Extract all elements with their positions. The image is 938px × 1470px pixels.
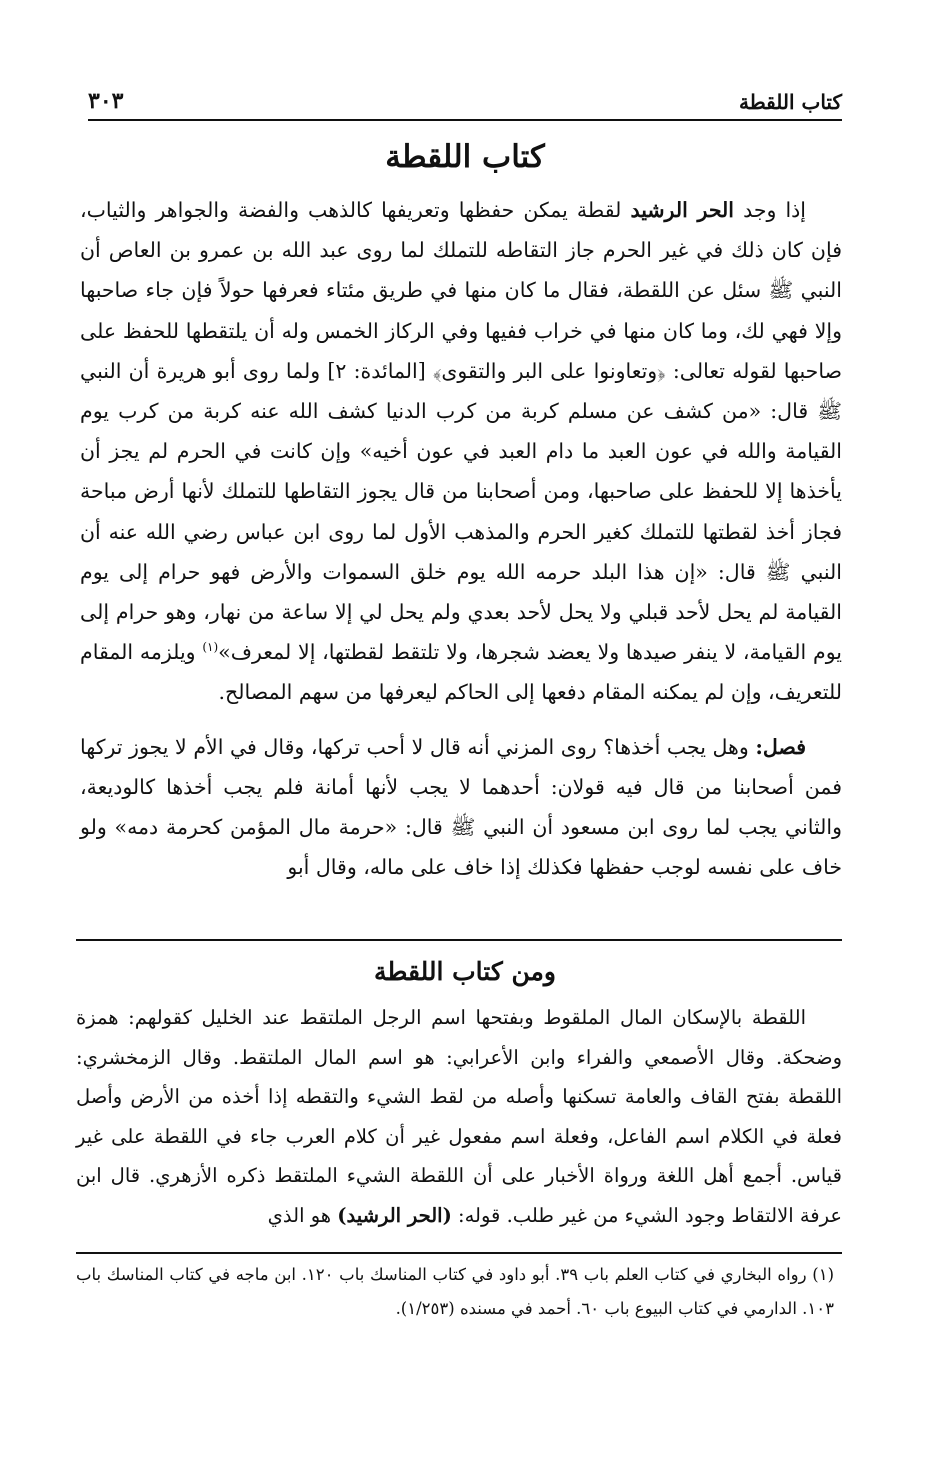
chapter-title: كتاب اللقطة — [385, 139, 545, 175]
commentary-title: ومن كتاب اللقطة — [374, 957, 556, 986]
main-text — [80, 190, 842, 887]
running-title: كتاب اللقطة — [739, 90, 842, 114]
footnote-1: (١) رواه البخاري في كتاب العلم باب ٣٩. أبو داود في كتاب المناسك باب ١٢٠. ابن ماجه في كتاب المناسك باب ١٠٣. الدارمي في كتاب البيوع باب ٦٠. أحمد في مسنده (١/٢٥٣). — [76, 1265, 834, 1318]
header-divider — [88, 119, 842, 121]
main-paragraph-1-bold: الحر الرشيد — [630, 198, 734, 222]
footnote-divider — [76, 1252, 842, 1254]
commentary-paragraph — [76, 998, 842, 1235]
fasl-label: فصل: — [755, 734, 806, 759]
main-paragraph-1-end: ويلزمه المقام للتعريف، وإن لم يمكنه المقام دفعها إلى الحاكم ليعرفها من سهم المصالح. — [80, 640, 842, 705]
commentary-text-bold: (الحر الرشيد) — [337, 1203, 452, 1227]
main-paragraph-2 — [80, 727, 842, 888]
main-paragraph-1-text: لقطة يمكن حفظها وتعريفها كالذهب والفضة والجواهر والثياب، فإن كان ذلك في غير الحرم جاز التقاطه للتملك لما روى عبد الله بن عمرو بن العاص أن النبي ﷺ سئل عن اللقطة، فقال ما كان منها في طريق مئتاء فعرفها حولاً فإن جاء صاحبها وإلا فهي لك، وما كان منها في خراب ففيها وفي الركاز الخمس وله أن يلتقطها للحفظ على صاحبها لقوله تعالى: ﴿وتعاونوا على البر والتقوى﴾ [المائدة: ٢] ولما روى أبو هريرة أن النبي ﷺ قال: «من كشف عن مسلم كربة من كرب الدنيا كشف الله عنه كربة من كرب يوم القيامة والله في عون العبد ما دام العبد في عون أخيه» وإن كانت في الحرم لم يجز أن يأخذها إلا للحفظ على صاحبها، ومن أصحابنا من قال يجوز التقاطها للتملك لأنها أرض مباحة فجاز أخذ لقطتها للتملك كغير الحرم والمذهب الأول لما روى ابن عباس رضي الله عنه أن النبي ﷺ قال: «إن هذا البلد حرمه الله يوم خلق السموات والأرض فهو حرام إلى يوم القيامة لم يحل لأحد قبلي ولا يحل لأحد بعدي ولم يحل لي إلا ساعة من نهار، وهو حرام إلى يوم القيامة، لا ينفر صيدها ولا يعضد شجرها، ولا تلتقط لقطتها، إلا لمعرف» — [80, 198, 843, 665]
page-number: ٣٠٣ — [88, 88, 124, 114]
main-paragraph-1-start: إذا وجد — [734, 198, 807, 222]
running-header — [88, 80, 842, 114]
main-paragraph-2-text: وهل يجب أخذها؟ روى المزني أنه قال لا أحب تركها، وقال في الأم لا يجوز تركها فمن أصحابنا من قال فيه قولان: أحدهما لا يجب لأنها أمانة فلم يجب أخذها كالوديعة، والثاني يجب لما روى ابن مسعود أن النبي ﷺ قال: «حرمة مال المؤمن كحرمة دمه» ولو خاف على نفسه لوجب حفظها فكذلك إذا خاف على ماله، وقال أبو — [80, 734, 842, 880]
commentary-divider — [76, 939, 842, 941]
footnote-reference: (١) — [202, 640, 219, 655]
commentary-text-end: هو الذي — [267, 1203, 338, 1227]
commentary-text-start: اللقطة بالإسكان المال الملقوط وبفتحها اسم الرجل الملتقط عند الخليل كقولهم: همزة وضحكة. وقال الأصمعي والفراء وابن الأعرابي: هو اسم المال الملتقط. وقال الزمخشري: اللقطة بفتح القاف والعامة تسكنها وأصله من لقط الشيء والتقطه إذا أخذه من الأرض وأصل فعلة في الكلام اسم الفاعل، وفعلة اسم مفعول غير أن كلام العرب جاء في اللقطة على غير قياس. أجمع أهل اللغة ورواة الأخبار على أن اللقطة الشيء الملتقط ذكره الأزهري. قال ابن عرفة الالتقاط وجود الشيء من غير طلب. قوله: — [76, 1006, 842, 1227]
footnotes — [76, 1258, 842, 1326]
commentary-text — [76, 998, 842, 1235]
main-paragraph-1 — [80, 190, 842, 713]
